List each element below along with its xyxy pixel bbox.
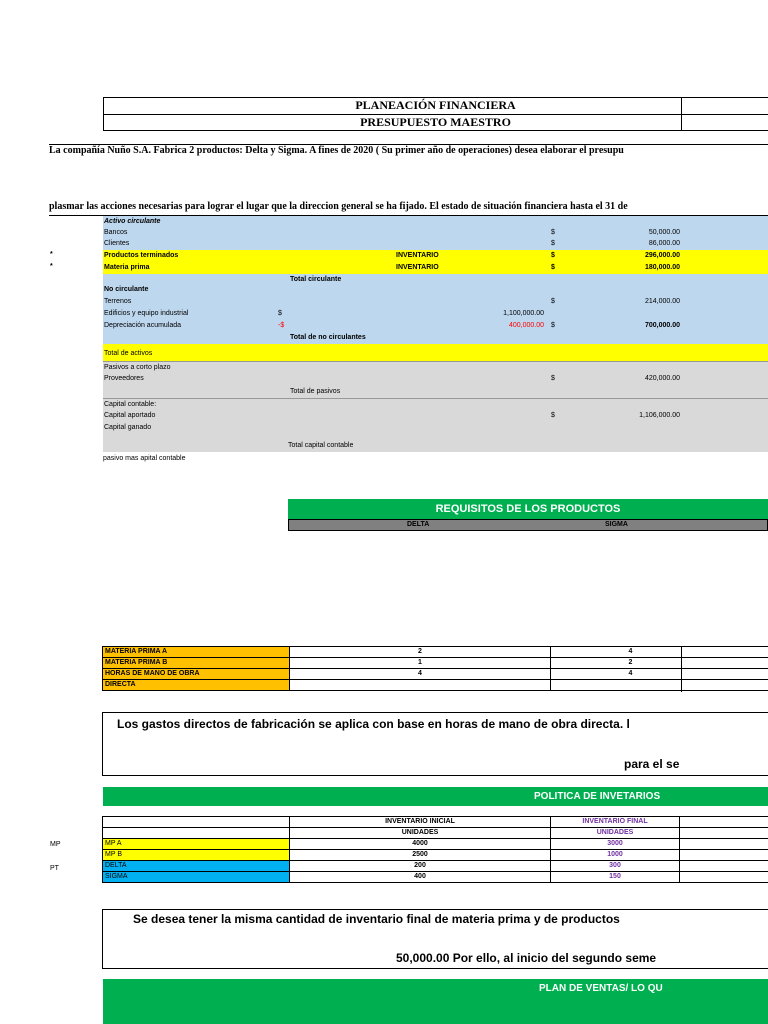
cur2-depreciacion: $: [551, 322, 555, 329]
label-capital-ganado: Capital ganado: [104, 424, 152, 431]
req-delta: [290, 680, 551, 691]
pol-empty: [680, 828, 768, 839]
label-pasivos-corto: Pasivos a corto plazo: [104, 364, 171, 371]
req-sigma: [551, 680, 768, 691]
total-depreciacion: 700,000.00: [644, 322, 680, 329]
row-depreciacion: [103, 320, 768, 332]
label-terrenos: Terrenos: [104, 298, 132, 305]
value-bancos: 50,000.00: [648, 229, 680, 236]
value-terrenos: 214,000.00: [644, 298, 680, 305]
label-mp: MP: [50, 841, 61, 848]
value-clientes: 86,000.00: [648, 240, 680, 247]
value-edificios: 1,100,000.00: [503, 310, 544, 317]
row-edificios: [103, 308, 768, 320]
label-total-pasivos: Total de pasivos: [290, 388, 341, 395]
politica-title-bar: [103, 787, 768, 806]
cur-proveedores: $: [551, 375, 555, 382]
pol-inicial: 400: [290, 872, 551, 883]
pol-inicial: 200: [290, 861, 551, 872]
value-depreciacion: 400,000.00: [508, 322, 544, 329]
row-clientes: [103, 238, 768, 250]
tag-materia: INVENTARIO: [396, 264, 439, 271]
cur-depreciacion: -$: [278, 322, 285, 329]
pol-label: SIGMA: [103, 872, 290, 883]
label-productos: Productos terminados: [104, 252, 179, 259]
label-clientes: Clientes: [104, 240, 130, 247]
pol-col-final: INVENTARIO FINAL: [551, 817, 680, 828]
plan-title-bar: [103, 979, 768, 1024]
req-delta: 2: [290, 647, 551, 658]
requisitos-header: [288, 519, 768, 531]
label-no-circulante: No circulante: [104, 286, 149, 293]
pol-inicial: 4000: [290, 839, 551, 850]
cur-bancos: $: [551, 229, 555, 236]
requisitos-col-delta: DELTA: [407, 521, 430, 528]
row-materia-prima: [103, 262, 768, 274]
requisitos-right-edge: [681, 646, 682, 692]
table-row: [103, 658, 768, 669]
row-terrenos: [103, 296, 768, 308]
pol-col-inicial-unidades: UNIDADES: [290, 828, 551, 839]
label-capital-contable: Capital contable:: [104, 401, 157, 408]
politica-title: POLITICA DE INVETARIOS: [534, 791, 661, 802]
pol-label: MP A: [103, 839, 290, 850]
label-edificios: Edificios y equipo industrial: [104, 310, 189, 317]
label-total-capital: Total capital contable: [288, 442, 354, 449]
label-capital-aportado: Capital aportado: [104, 412, 156, 419]
label-proveedores: Proveedores: [104, 375, 144, 382]
requisitos-title-bar: [288, 499, 768, 519]
req-label: HORAS DE MANO DE OBRA: [103, 669, 290, 680]
row-total-pasivos: [103, 386, 768, 398]
pol-empty: [103, 828, 290, 839]
value-productos: 296,000.00: [644, 252, 680, 259]
label-total-circulante: Total circulante: [290, 276, 342, 283]
table-row: [103, 669, 768, 680]
req-sigma: 2: [551, 658, 768, 669]
table-row: [103, 828, 768, 839]
row-capital-aportado: [103, 410, 768, 422]
pol-final: 1000: [551, 850, 680, 861]
pol-empty: [103, 817, 290, 828]
pol-empty: [680, 850, 768, 861]
requisitos-table: [102, 646, 768, 691]
intro-line-1: La compañía Nuño S.A. Fabrica 2 productos: Delta y Sigma. A fines de 2020 ( Su primer año de operaciones) desea elaborar el presupu: [49, 145, 624, 156]
pol-empty: [680, 872, 768, 883]
note-gastos-line-1: Los gastos directos de fabricación se aplica con base en horas de mano de obra directa. l: [117, 717, 630, 731]
table-row: [103, 861, 768, 872]
cur-edificios: $: [278, 310, 282, 317]
pol-inicial: 2500: [290, 850, 551, 861]
table-row: [103, 680, 768, 691]
table-row: [103, 850, 768, 861]
requisitos-col-sigma: SIGMA: [605, 521, 628, 528]
req-delta: 4: [290, 669, 551, 680]
row-capital-ganado: [103, 422, 768, 434]
pol-final: 150: [551, 872, 680, 883]
note-inventario-line-2: 50,000.00 Por ello, al inicio del segundo seme: [396, 951, 657, 965]
mark-productos: *: [50, 251, 53, 258]
label-pt: PT: [50, 865, 59, 872]
row-total-activos: [103, 344, 768, 361]
mark-materia: *: [50, 263, 53, 270]
table-row: [103, 647, 768, 658]
row-total-no-circulantes: [103, 332, 768, 344]
cur-productos: $: [551, 252, 555, 259]
note-inventario-line-1: Se desea tener la misma cantidad de inventario final de materia prima y de productos: [133, 912, 620, 926]
value-proveedores: 420,000.00: [644, 375, 680, 382]
value-materia: 180,000.00: [644, 264, 680, 271]
pol-final: 300: [551, 861, 680, 872]
value-capital-aportado: 1,106,000.00: [639, 412, 680, 419]
req-label: MATERIA PRIMA A: [103, 647, 290, 658]
note-gastos-line-2: para el se: [624, 757, 680, 771]
cur-materia: $: [551, 264, 555, 271]
label-bancos: Bancos: [104, 229, 128, 236]
plan-title: PLAN DE VENTAS/ LO QU: [539, 983, 663, 994]
label-materia: Materia prima: [104, 264, 150, 271]
req-sigma: 4: [551, 669, 768, 680]
pol-label: DELTA: [103, 861, 290, 872]
pol-empty: [680, 839, 768, 850]
row-productos-terminados: [103, 250, 768, 262]
row-proveedores: [103, 373, 768, 386]
label-total-no-circulantes: Total de no circulantes: [290, 334, 366, 341]
pol-final: 3000: [551, 839, 680, 850]
pol-col-inicial: INVENTARIO INICIAL: [290, 817, 551, 828]
title-line-2: PRESUPUESTO MAESTRO: [360, 115, 511, 129]
label-activo-circulante: Activo circulante: [104, 218, 161, 225]
pol-label: MP B: [103, 850, 290, 861]
title-line-1: PLANEACIÓN FINANCIERA: [355, 98, 516, 112]
req-delta: 1: [290, 658, 551, 669]
cur-capital-aportado: $: [551, 412, 555, 419]
cur-terrenos: $: [551, 298, 555, 305]
table-row: [103, 817, 768, 828]
label-pasivo-mas: pasivo mas apital contable: [103, 455, 186, 462]
pol-col-final-unidades: UNIDADES: [551, 828, 680, 839]
label-total-activos: Total de activos: [104, 350, 153, 357]
label-depreciacion: Depreciación acumulada: [104, 322, 182, 329]
cur-clientes: $: [551, 240, 555, 247]
req-sigma: 4: [551, 647, 768, 658]
pol-empty: [680, 817, 768, 828]
req-label: DIRECTA: [103, 680, 290, 691]
politica-table: [102, 816, 768, 883]
table-row: [103, 872, 768, 883]
pol-empty: [680, 861, 768, 872]
row-no-circulante: [103, 284, 768, 296]
table-row: [103, 839, 768, 850]
requisitos-title: REQUISITOS DE LOS PRODUCTOS: [435, 503, 621, 515]
tag-productos: INVENTARIO: [396, 252, 439, 259]
req-label: MATERIA PRIMA B: [103, 658, 290, 669]
row-total-capital: [103, 434, 768, 452]
intro-line-2: plasmar las acciones necesarias para lograr el lugar que la direccion general se ha fijado. El estado de situación financiera hasta el 31 de: [49, 201, 628, 212]
